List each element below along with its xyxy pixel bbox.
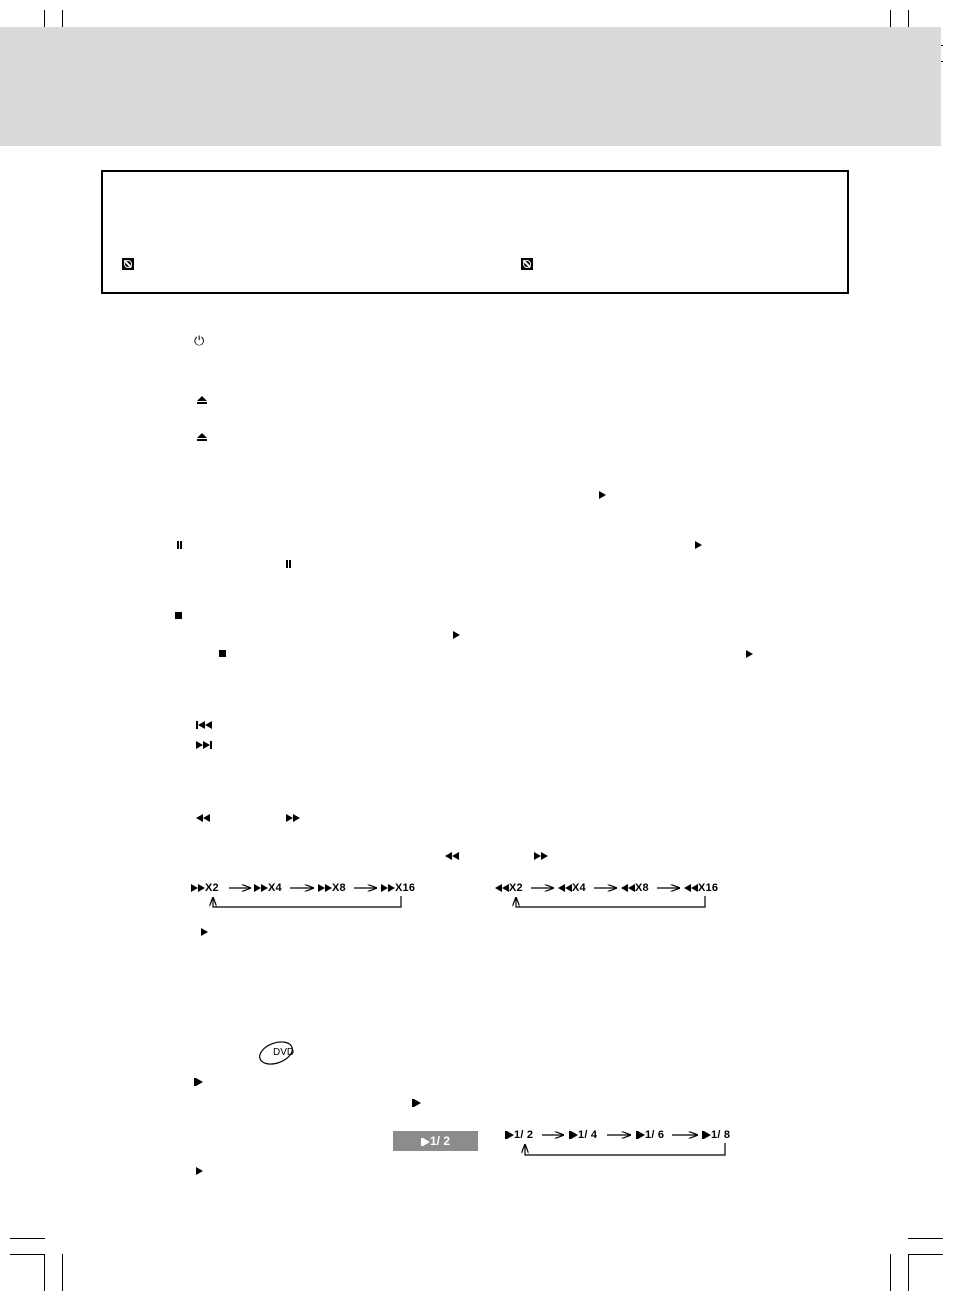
step-icon [194, 1077, 203, 1088]
ff-speed-x2: X2 [191, 883, 219, 894]
dvd-logo-text: DVD [273, 1047, 295, 1058]
step-icon [412, 1098, 421, 1109]
ff-speed-x16: X16 [381, 883, 415, 894]
rew-speed-x4: X4 [558, 883, 586, 894]
ff-speed-x4: X4 [254, 883, 282, 894]
slow-speed-1-4: 1/ 4 [569, 1130, 597, 1141]
play-icon [201, 927, 208, 938]
slow-speed-1-2: 1/ 2 [505, 1130, 533, 1141]
rew-speed-x16: X16 [684, 883, 718, 894]
slow-speed-1-8: 1/ 8 [702, 1130, 730, 1141]
power-icon: ⏻ [194, 334, 205, 349]
play-icon [196, 1166, 203, 1177]
slow-speed-1-6: 1/ 6 [636, 1130, 664, 1141]
rew-speed-x2: X2 [495, 883, 523, 894]
slow-motion-indicator: 1/ 2 [393, 1131, 478, 1151]
rew-speed-x8: X8 [621, 883, 649, 894]
ff-speed-x8: X8 [318, 883, 346, 894]
